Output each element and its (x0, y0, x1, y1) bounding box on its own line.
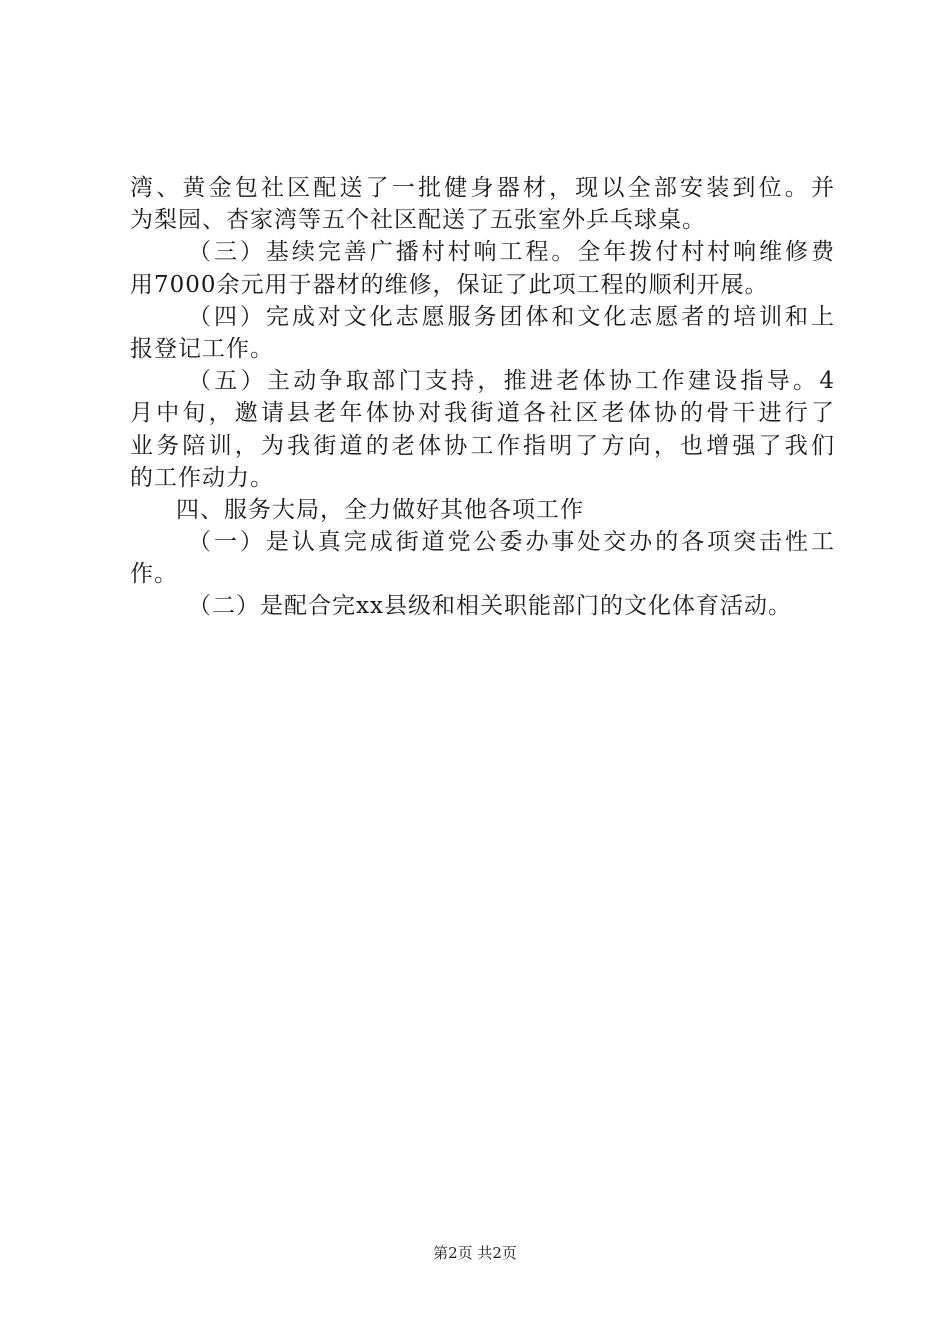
paragraph-line: 业务陪训，为我街道的老体协工作指明了方向，也增强了我们 (130, 432, 835, 459)
paragraph-line: （二）是配合完xx县级和相关职能部门的文化体育活动。 (188, 593, 792, 620)
paragraph-line: 月中旬，邀请县老年体协对我街道各社区老体协的骨干进行了 (130, 400, 835, 427)
paragraph-line: 用7000余元用于器材的维修，保证了此项工程的顺利开展。 (130, 271, 769, 298)
paragraph-line: （一）是认真完成街道党公委办事处交办的各项突击性工 (188, 529, 835, 556)
paragraph-line: 湾、黄金包社区配送了一批健身器材，现以全部安装到位。并 (130, 175, 835, 201)
paragraph-line: 为梨园、杏家湾等五个社区配送了五张室外乒乓球桌。 (130, 207, 706, 234)
paragraph-line: （五）主动争取部门支持，推进老体协工作建设指导。4 (188, 368, 835, 395)
paragraph-line: 作。 (130, 561, 178, 588)
section-heading: 四、服务大局，全力做好其他各项工作 (176, 496, 584, 523)
paragraph-line: （四）完成对文化志愿服务团体和文化志愿者的培训和上 (188, 303, 835, 330)
paragraph-line: （三）基续完善广播村村响工程。全年拨付村村响维修费 (188, 239, 835, 266)
document-body (130, 172, 835, 623)
paragraph-line: 报登记工作。 (130, 335, 274, 362)
paragraph-line: 的工作动力。 (130, 464, 274, 491)
page-number-footer: 第2页 共2页 (433, 1244, 517, 1262)
